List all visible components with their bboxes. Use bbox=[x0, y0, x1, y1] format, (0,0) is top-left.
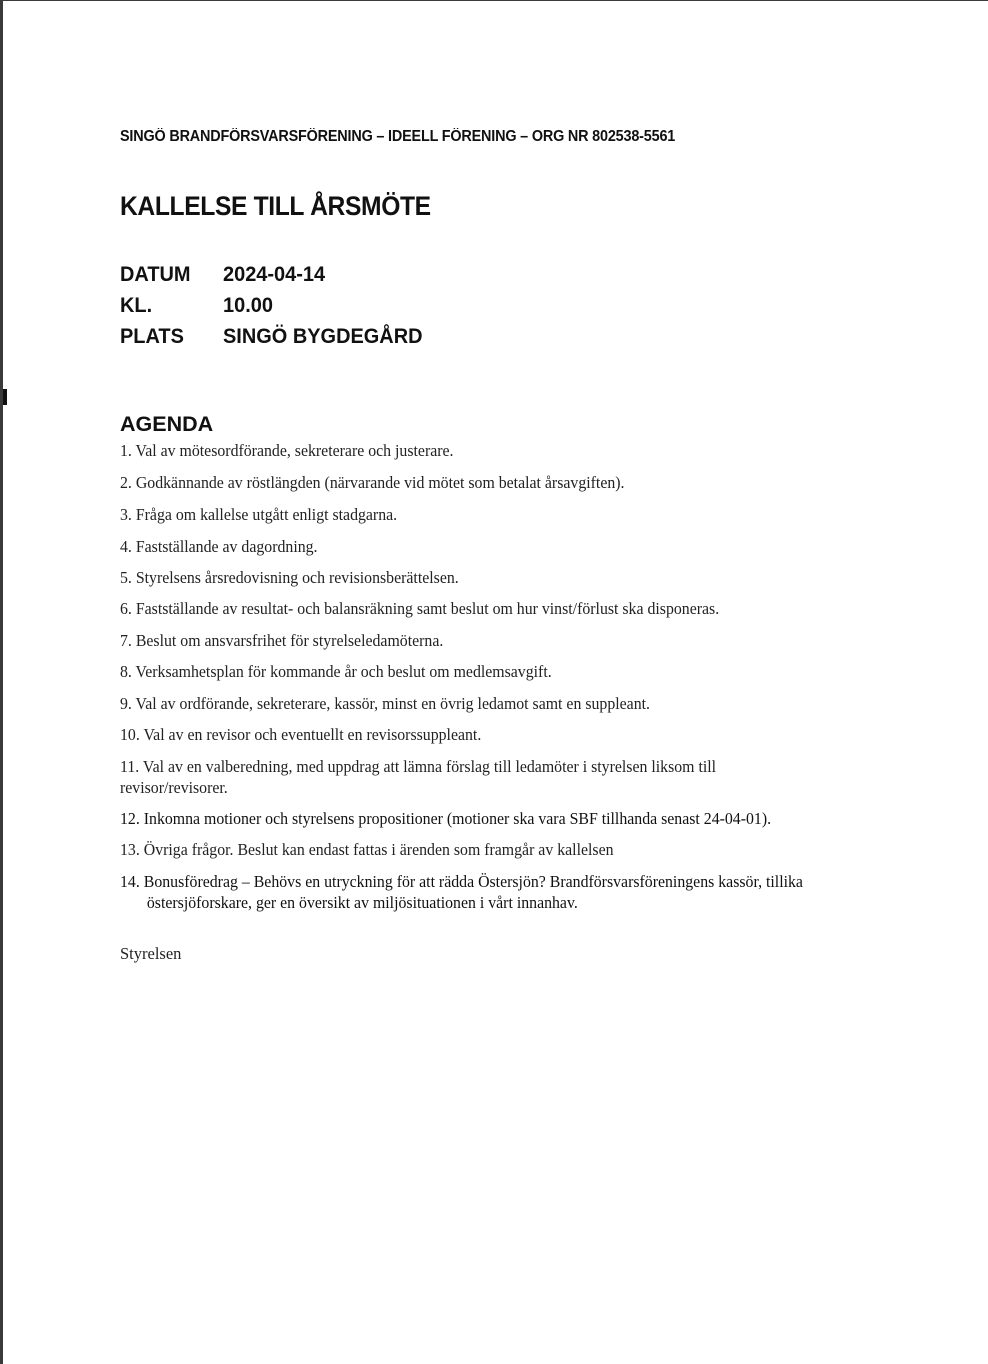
agenda-item: 4. Fastställande av dagordning. bbox=[120, 537, 318, 556]
organization-line: SINGÖ BRANDFÖRSVARSFÖRENING – IDEELL FÖRENING – ORG NR 802538-5561 bbox=[120, 128, 676, 145]
agenda-item: 8. Verksamhetsplan för kommande år och beslut om medlemsavgift. bbox=[120, 662, 552, 681]
meta-label: PLATS bbox=[120, 325, 184, 348]
agenda-item: 13. Övriga frågor. Beslut kan endast fattas i ärenden som framgår av kallelsen bbox=[120, 840, 614, 859]
agenda-heading: AGENDA bbox=[120, 412, 214, 436]
agenda-item: 12. Inkomna motioner och styrelsens propositioner (motioner ska vara SBF tillhanda senast 24-04-01). bbox=[120, 809, 772, 828]
agenda-item: 5. Styrelsens årsredovisning och revisionsberättelsen. bbox=[120, 568, 459, 587]
agenda-item: 10. Val av en revisor och eventuellt en revisorssuppleant. bbox=[120, 725, 482, 744]
agenda-item: 9. Val av ordförande, sekreterare, kassör, minst en övrig ledamot samt en suppleant. bbox=[120, 694, 651, 713]
signature: Styrelsen bbox=[120, 944, 182, 963]
meta-label: DATUM bbox=[120, 263, 191, 286]
meta-value: SINGÖ BYGDEGÅRD bbox=[223, 325, 423, 348]
agenda-item: 1. Val av mötesordförande, sekreterare och justerare. bbox=[120, 441, 454, 460]
agenda-item: 6. Fastställande av resultat- och balansräkning samt beslut om hur vinst/förlust ska disponeras. bbox=[120, 599, 720, 618]
agenda-item: 3. Fråga om kallelse utgått enligt stadgarna. bbox=[120, 505, 398, 524]
meta-label: KL. bbox=[120, 294, 153, 317]
edge-marker bbox=[3, 389, 7, 405]
agenda-item: 7. Beslut om ansvarsfrihet för styrelseledamöterna. bbox=[120, 631, 444, 650]
agenda-item: 11. Val av en valberedning, med uppdrag att lämna förslag till ledamöter i styrelsen liksom till revisor/revisorer. bbox=[120, 757, 717, 797]
agenda-item: 2. Godkännande av röstlängden (närvarande vid mötet som betalat årsavgiften). bbox=[120, 473, 625, 492]
meta-value: 2024-04-14 bbox=[223, 263, 326, 286]
document-title: KALLELSE TILL ÅRSMÖTE bbox=[120, 191, 431, 221]
meta-value: 10.00 bbox=[223, 294, 273, 317]
agenda-item: 14. Bonusföredrag – Behövs en utryckning för att rädda Östersjön? Brandförsvarsföreningens kassör, tillika östersjöforskare, ger en översikt av miljösituationen i vårt innanhav. bbox=[120, 872, 803, 912]
